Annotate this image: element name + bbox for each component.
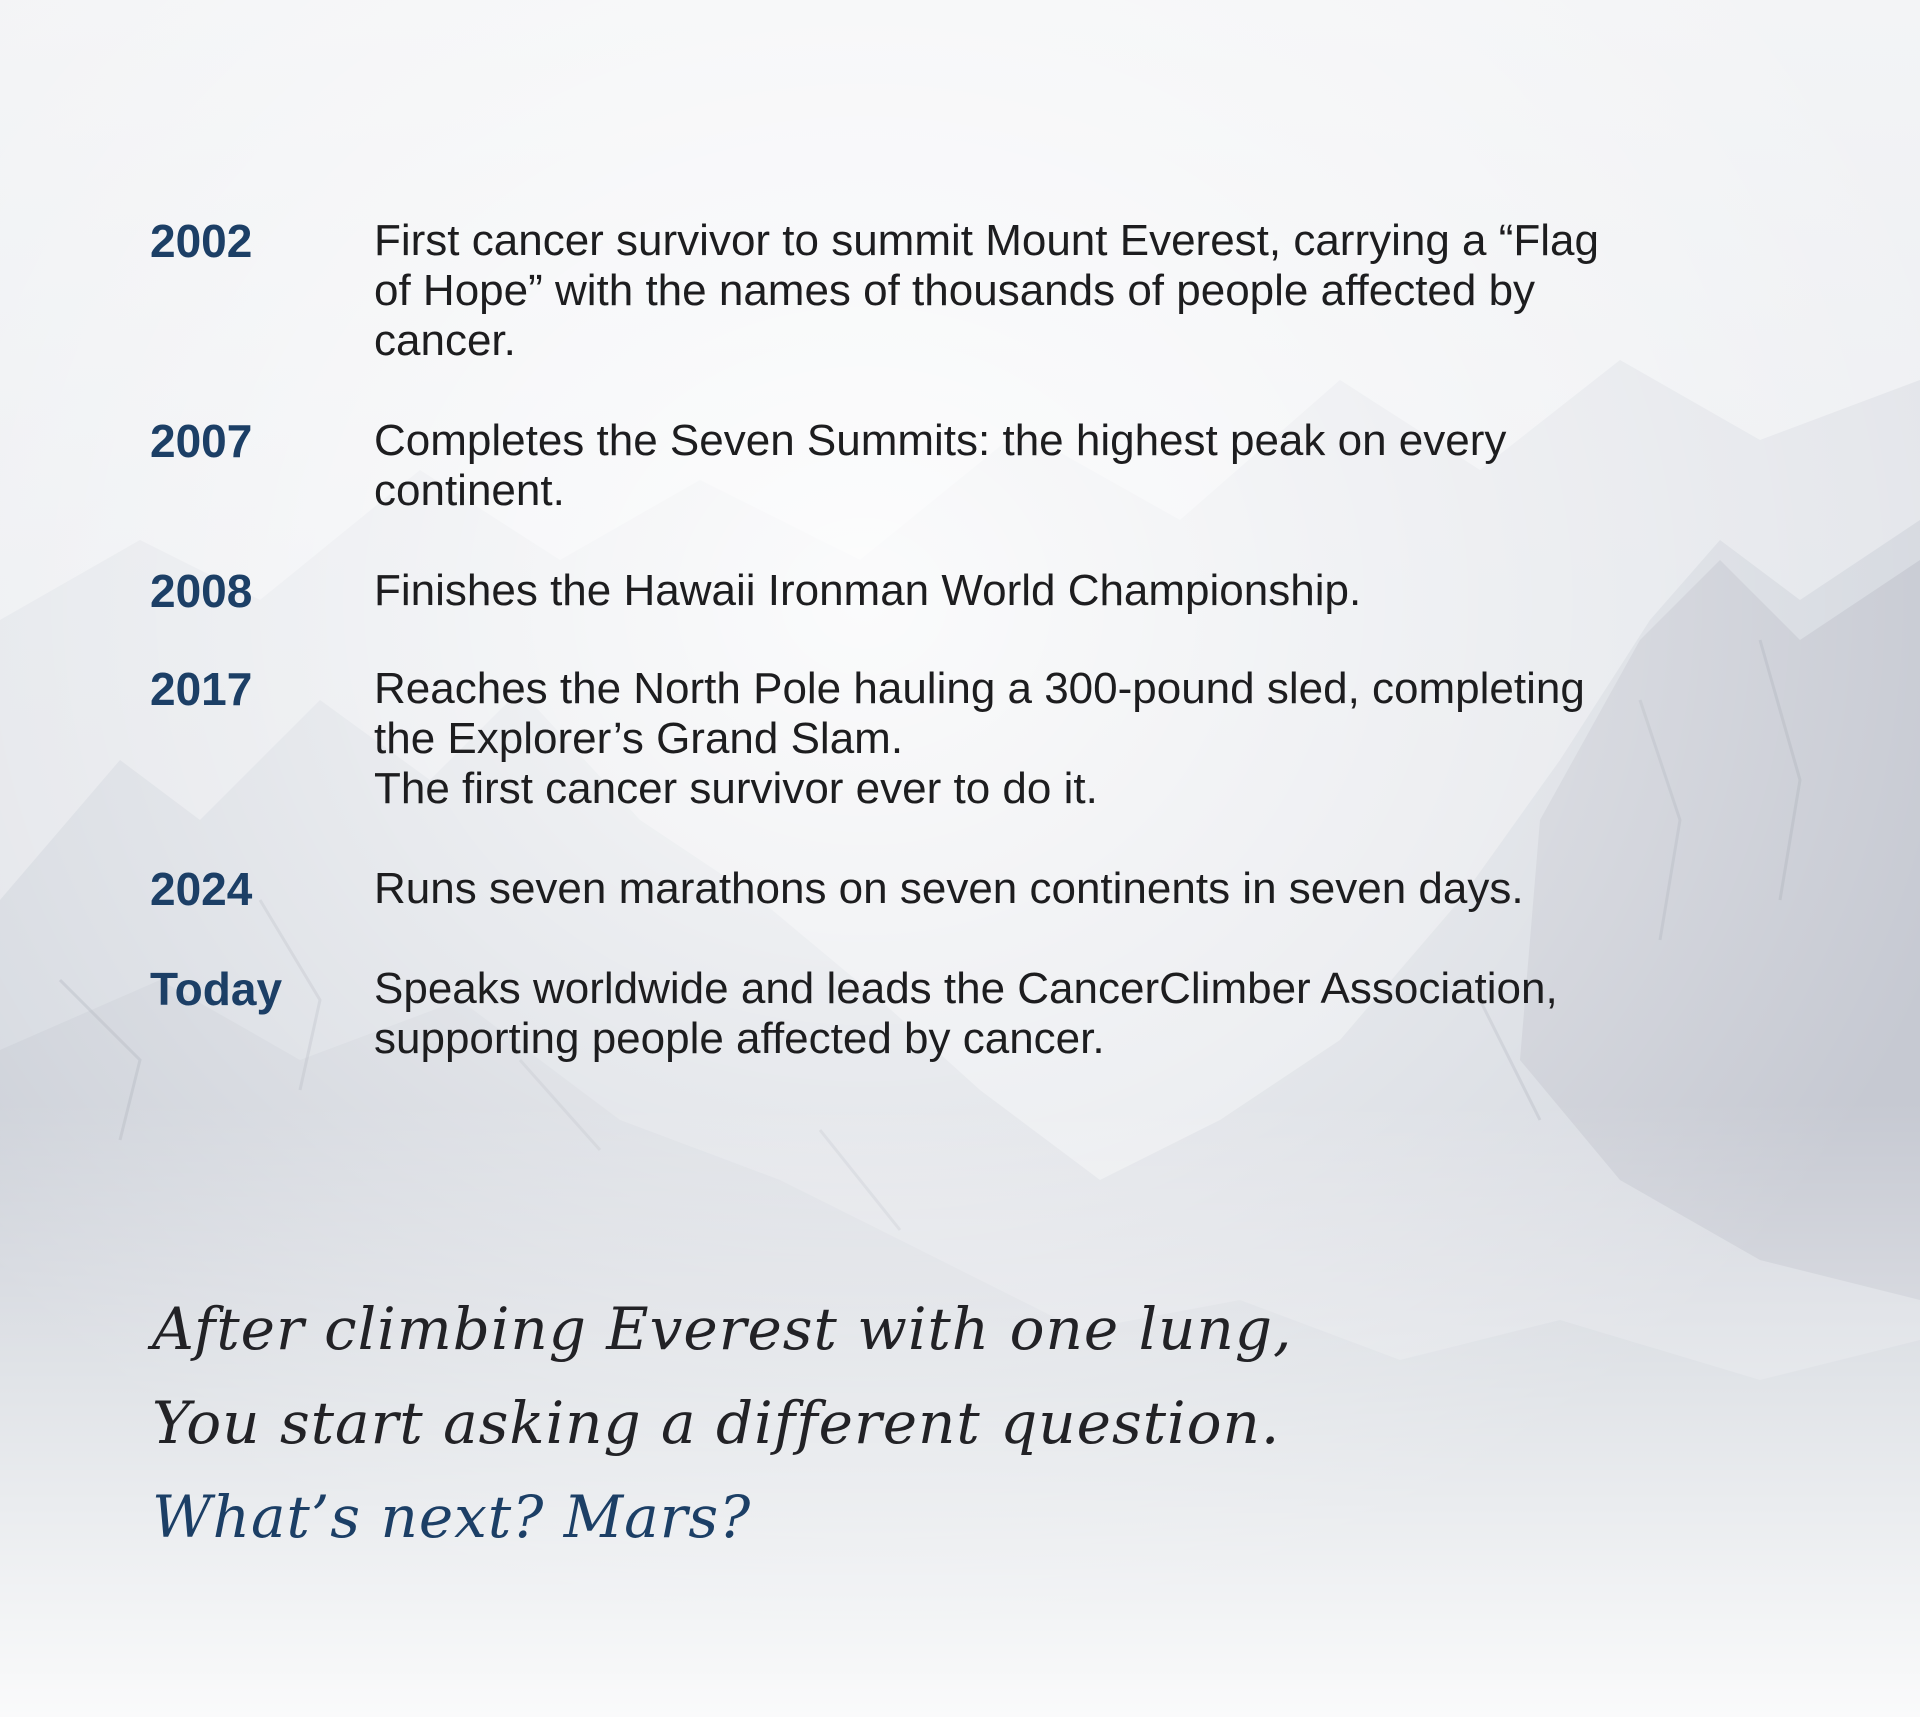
quote-line-2: You start asking a different question.: [152, 1389, 1281, 1457]
description-line: Completes the Seven Summits: the highest peak on every: [374, 416, 1507, 465]
timeline-description: [374, 416, 1770, 516]
description-line: cancer.: [374, 316, 516, 365]
description-line: Reaches the North Pole hauling a 300-pound sled, completing: [374, 664, 1585, 713]
description-line: supporting people affected by cancer.: [374, 1014, 1105, 1063]
timeline: [150, 216, 1770, 1064]
description-line: Runs seven marathons on seven continents in seven days.: [374, 864, 1524, 913]
quote-line-1: After climbing Everest with one lung,: [152, 1295, 1293, 1363]
description-line: Finishes the Hawaii Ironman World Championship.: [374, 566, 1362, 615]
description-line: Speaks worldwide and leads the CancerClimber Association,: [374, 964, 1558, 1013]
quote-line-3: What’s next? Mars?: [152, 1483, 752, 1551]
timeline-year: 2017: [150, 663, 253, 715]
timeline-entry-today: [150, 964, 1770, 1064]
timeline-entry-2002: [150, 216, 1770, 366]
description-line: The first cancer survivor ever to do it.: [374, 764, 1098, 813]
timeline-entry-2024: [150, 864, 1770, 914]
description-line: the Explorer’s Grand Slam.: [374, 714, 904, 763]
timeline-year: 2024: [150, 863, 253, 915]
timeline-description: [374, 216, 1770, 366]
timeline-description: [374, 864, 1770, 914]
timeline-description: [374, 964, 1770, 1064]
timeline-entry-2008: [150, 566, 1770, 616]
timeline-year: 2002: [150, 215, 253, 267]
handwritten-quote: [152, 1282, 1292, 1564]
description-line: First cancer survivor to summit Mount Everest, carrying a “Flag: [374, 216, 1599, 265]
timeline-year: 2008: [150, 565, 253, 617]
timeline-description: [374, 664, 1770, 814]
timeline-year: Today: [150, 963, 283, 1015]
timeline-entry-2017: [150, 664, 1770, 814]
description-line: of Hope” with the names of thousands of people affected by: [374, 266, 1536, 315]
description-line: continent.: [374, 466, 565, 515]
timeline-description: [374, 566, 1770, 616]
timeline-year: 2007: [150, 415, 253, 467]
timeline-entry-2007: [150, 416, 1770, 516]
